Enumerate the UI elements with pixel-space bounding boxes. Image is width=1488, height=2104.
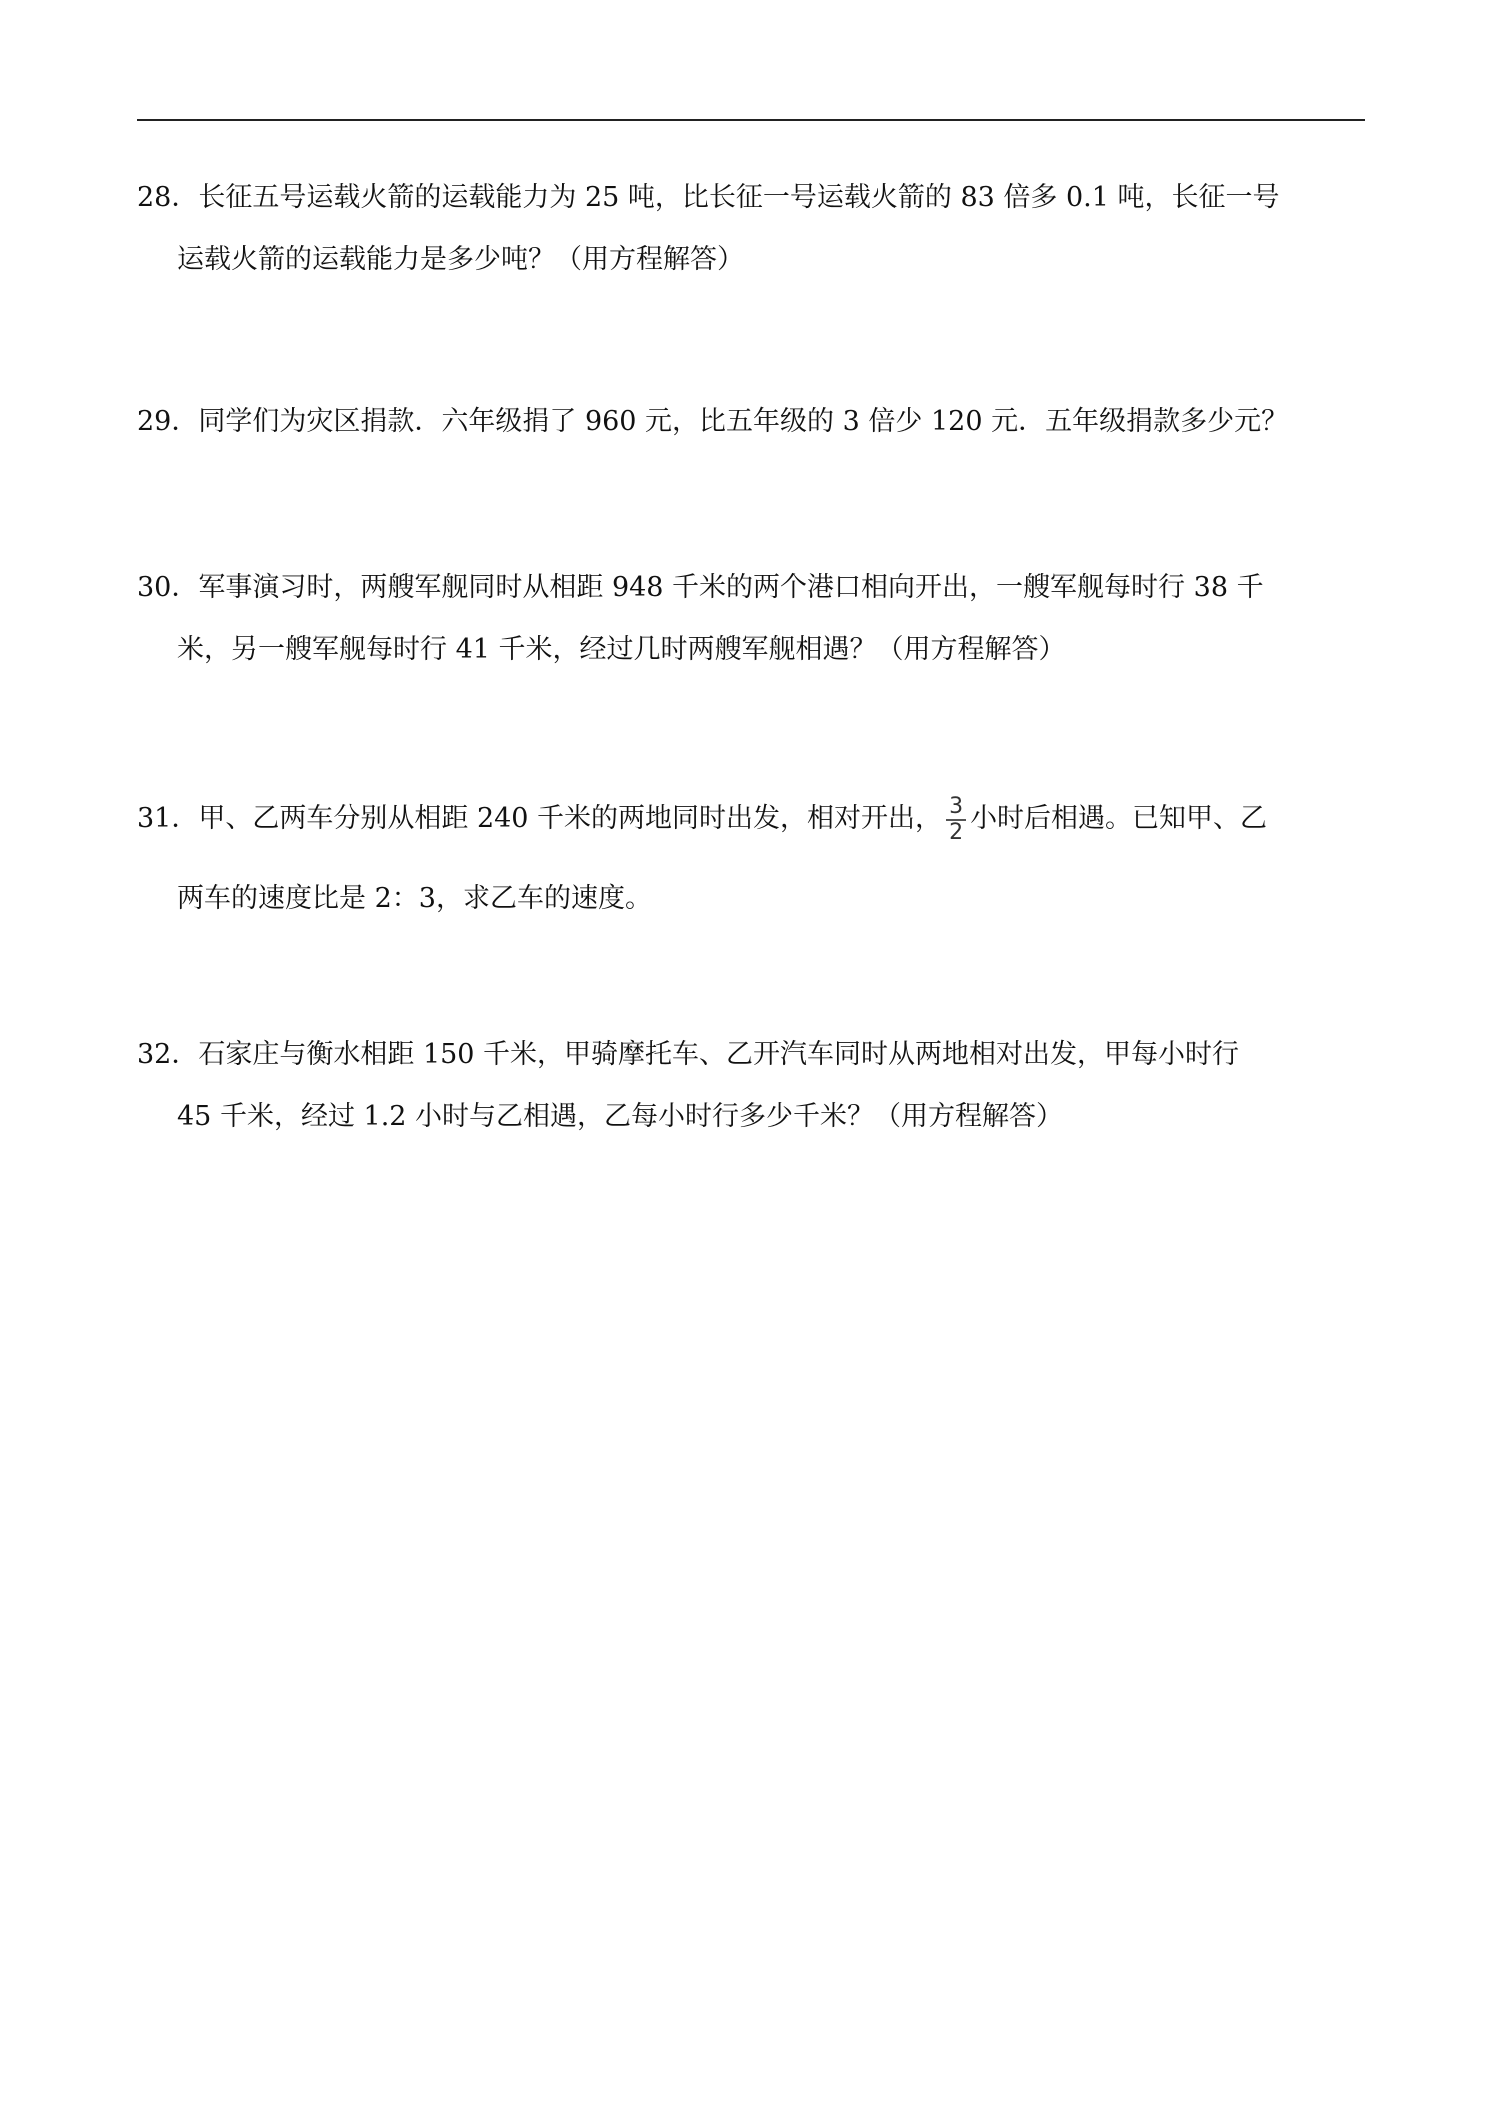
problem-29-line-1: 29．同学们为灾区捐款．六年级捐了 960 元，比五年级的 3 倍少 120 元．五年级捐款多少元？ bbox=[137, 406, 1289, 437]
problem-28 bbox=[137, 167, 1367, 291]
problem-28-line-2: 运载火箭的运载能力是多少吨？（用方程解答） bbox=[177, 244, 744, 275]
problem-31-line-1 bbox=[137, 779, 1367, 859]
problem-30 bbox=[137, 557, 1367, 681]
fraction-denominator: 2 bbox=[949, 819, 964, 845]
header-rule bbox=[137, 119, 1365, 121]
fraction-three-halves bbox=[946, 795, 966, 845]
problem-31-line-1-before: 31．甲、乙两车分别从相距 240 千米的两地同时出发，相对开出， bbox=[137, 803, 943, 834]
problem-30-line-2: 米，另一艘军舰每时行 41 千米，经过几时两艘军舰相遇？（用方程解答） bbox=[177, 634, 1066, 665]
problem-31-line-2: 两车的速度比是 2：3，求乙车的速度。 bbox=[177, 883, 652, 914]
problem-29 bbox=[137, 391, 1367, 453]
problem-32-line-1: 32．石家庄与衡水相距 150 千米，甲骑摩托车、乙开汽车同时从两地相对出发，甲每小时行 bbox=[137, 1039, 1240, 1070]
problem-31-line-1-after: 小时后相遇。已知甲、乙 bbox=[970, 803, 1268, 834]
fraction-numerator: 3 bbox=[946, 795, 966, 821]
problem-32 bbox=[137, 1024, 1367, 1148]
problem-30-line-1: 30．军事演习时，两艘军舰同时从相距 948 千米的两个港口相向开出，一艘军舰每时行 38 千 bbox=[137, 572, 1264, 603]
problem-28-line-1: 28．长征五号运载火箭的运载能力为 25 吨，比长征一号运载火箭的 83 倍多 0.1 吨，长征一号 bbox=[137, 182, 1280, 213]
problem-32-line-2: 45 千米，经过 1.2 小时与乙相遇，乙每小时行多少千米？（用方程解答） bbox=[177, 1101, 1064, 1132]
problem-31 bbox=[137, 779, 1367, 939]
